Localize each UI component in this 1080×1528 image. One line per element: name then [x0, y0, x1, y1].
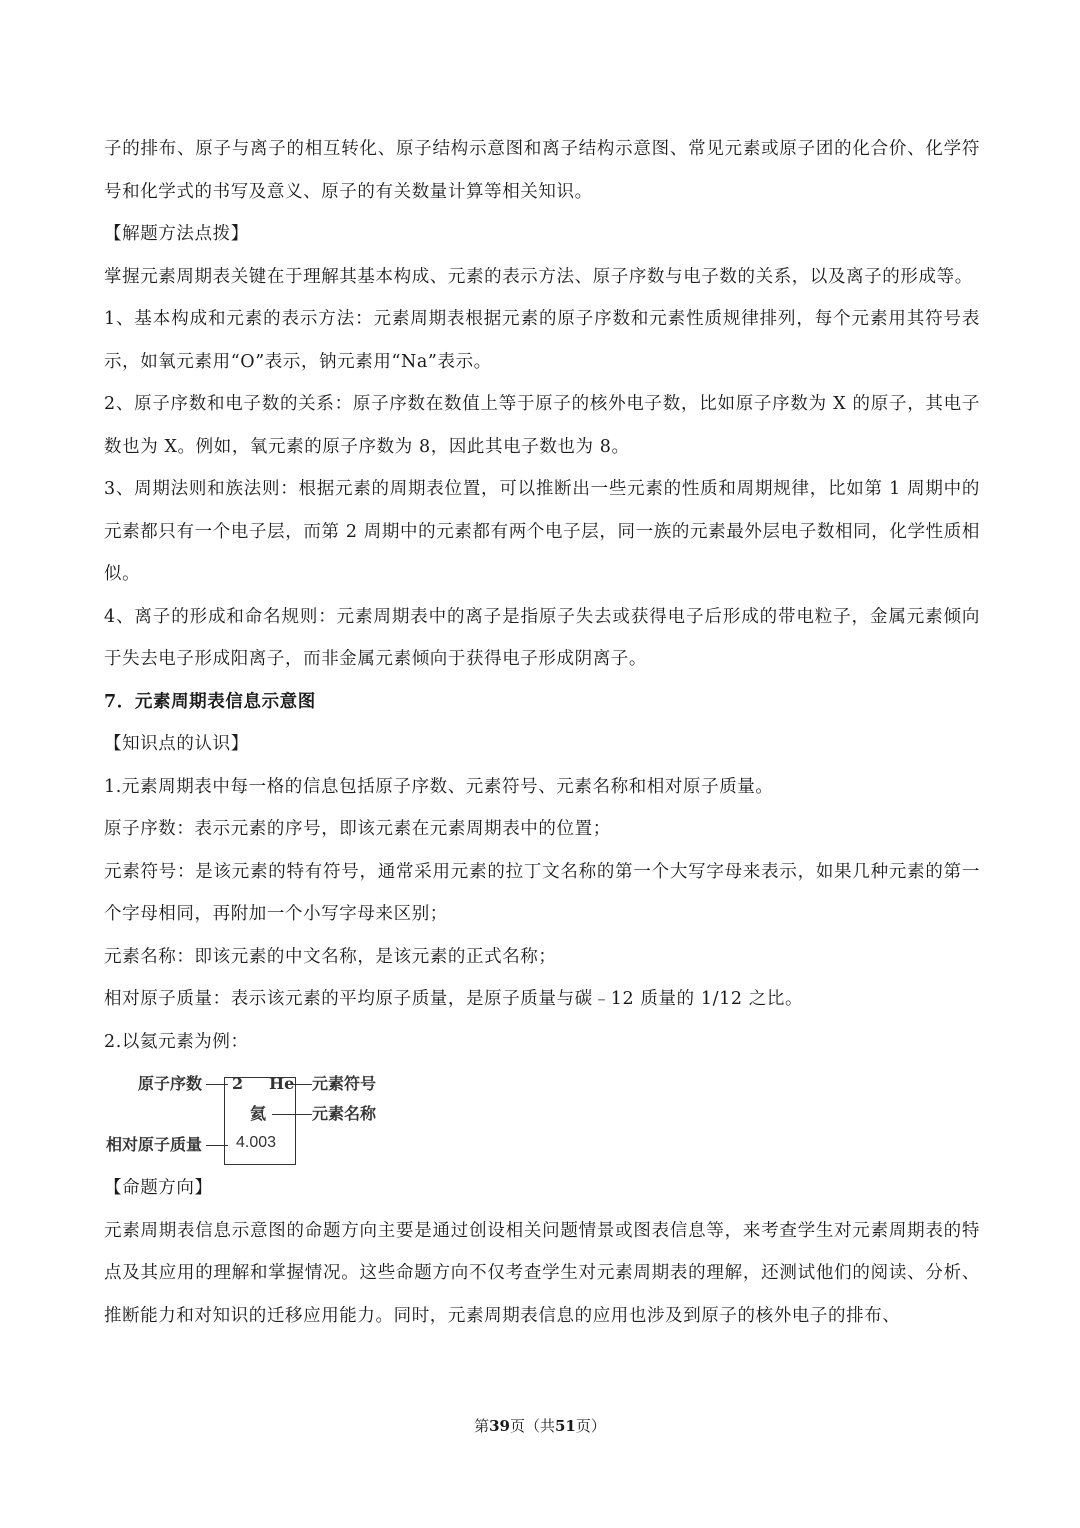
paragraph-point-3: 3、周期法则和族法则：根据元素的周期表位置，可以推断出一些元素的性质和周期规律，比如第 1 周期中的元素都只有一个电子层，而第 2 周期中的元素都有两个电子层，同一族的元素最外层电子数相同，化学性质相似。: [104, 479, 980, 584]
knowledge-line-4: 元素名称：即该元素的中文名称，是该元素的正式名称；: [104, 946, 557, 967]
name-leader-line: [272, 1114, 312, 1115]
document-page: [104, 128, 980, 1337]
symbol-leader-line: [292, 1084, 312, 1085]
footer-prefix: 第: [474, 1417, 490, 1435]
atomic-number-leader-line: [206, 1084, 228, 1085]
element-cell-diagram: [104, 1069, 394, 1165]
knowledge-line-6: 2.以氦元素为例：: [104, 1031, 249, 1052]
knowledge-tag: 【知识点的认识】: [104, 734, 249, 754]
atomic-number-label: 原子序数: [138, 1074, 203, 1093]
footer-page-number: 39: [489, 1417, 510, 1435]
paragraph-intro: 子的排布、原子与离子的相互转化、原子结构示意图和离子结构示意图、常见元素或原子团的化合价、化学符号和化学式的书写及意义、原子的有关数量计算等相关知识。: [104, 139, 980, 202]
atomic-mass-value: 4.003: [236, 1134, 277, 1151]
paragraph-point-4: 4、离子的形成和命名规则：元素周期表中的离子是指原子失去或获得电子后形成的带电粒子，金属元素倾向于失去电子形成阳离子，而非金属元素倾向于获得电子形成阴离子。: [104, 606, 980, 669]
page-footer: [0, 1416, 1080, 1436]
paragraph-method: 掌握元素周期表关键在于理解其基本构成、元素的表示方法、原子序数与电子数的关系，以及离子的形成等。: [104, 266, 973, 287]
atomic-number-value: 2: [232, 1074, 244, 1093]
symbol-label: 元素符号: [312, 1074, 377, 1093]
element-name: 氦: [250, 1104, 267, 1123]
section-heading: 7．元素周期表信息示意图: [104, 691, 316, 712]
knowledge-line-2: 原子序数：表示元素的序号，即该元素在元素周期表中的位置；: [104, 819, 611, 839]
paragraph-point-1: 1、基本构成和元素的表示方法：元素周期表根据元素的原子序数和元素性质规律排列，每个元素用其符号表示，如氧元素用“O”表示，钠元素用“Na”表示。: [104, 309, 980, 372]
knowledge-line-5: 相对原子质量：表示该元素的平均原子质量，是原子质量与碳﹣12 质量的 1/12 之比。: [104, 989, 804, 1009]
footer-suffix: 页）: [575, 1417, 606, 1435]
direction-tag: 【命题方向】: [104, 1178, 213, 1198]
footer-total-pages: 51: [555, 1417, 576, 1435]
mass-leader-line: [206, 1145, 228, 1146]
method-tag: 【解题方法点拨】: [104, 224, 249, 244]
paragraph-point-2: 2、原子序数和电子数的关系：原子序数在数值上等于原子的核外电子数，比如原子序数为 X 的原子，其电子数也为 X。例如，氧元素的原子序数为 8，因此其电子数也为 8。: [104, 394, 980, 457]
footer-middle: 页（共: [509, 1417, 555, 1435]
element-symbol: He: [269, 1074, 295, 1093]
mass-label: 相对原子质量: [106, 1135, 203, 1154]
knowledge-line-1: 1.元素周期表中每一格的信息包括原子序数、元素符号、元素名称和相对原子质量。: [104, 776, 774, 797]
knowledge-line-3: 元素符号：是该元素的特有符号，通常采用元素的拉丁文名称的第一个大写字母来表示，如果几种元素的第一个字母相同，再附加一个小写字母来区别；: [104, 861, 980, 924]
name-label: 元素名称: [312, 1104, 377, 1123]
direction-paragraph: 元素周期表信息示意图的命题方向主要是通过创设相关问题情景或图表信息等，来考查学生对元素周期表的特点及其应用的理解和掌握情况。这些命题方向不仅考查学生对元素周期表的理解，还测试他们的阅读、分析、推断能力和对知识的迁移应用能力。同时，元素周期表信息的应用也涉及到原子的核外电子的排布、: [104, 1220, 980, 1326]
